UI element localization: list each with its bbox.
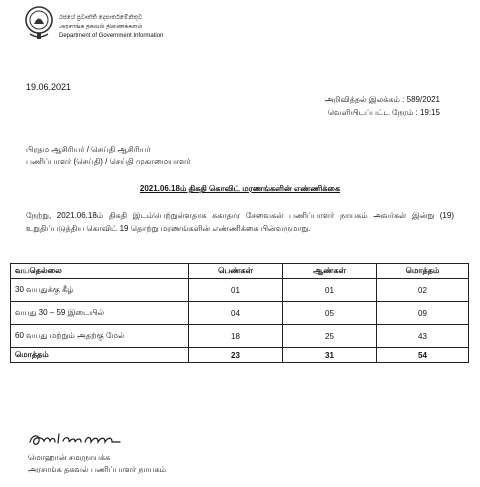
- total-label-cell: மொத்தம்: [11, 348, 189, 363]
- column-header-total: மொத்தம்: [377, 264, 469, 279]
- document-title: 2021.06.18ம் திகதி கொவிட் மரணங்களின் எண்ணிக்கை: [139, 184, 341, 193]
- addressee-line-2: பணிப்பாளர் (செய்தி) / செய்தி முகாமையாளர்: [26, 157, 191, 166]
- table-row: [11, 302, 469, 325]
- total-count-cell: 02: [377, 279, 469, 302]
- total-count-cell: 43: [377, 325, 469, 348]
- female-count-cell: 04: [189, 302, 283, 325]
- handwritten-signature: [28, 430, 126, 450]
- male-total-cell: 31: [283, 348, 377, 363]
- column-header-age-range: வயதெல்லை: [11, 264, 189, 279]
- release-date: 19.06.2021: [26, 82, 72, 92]
- total-count-cell: 09: [377, 302, 469, 325]
- release-time: வெளியிடப்பட்ட நேரம் : 19:15: [327, 108, 440, 117]
- government-emblem-icon: [24, 4, 54, 42]
- release-number: அறிவித்தல் இலக்கம் : 589/2021: [324, 95, 440, 104]
- age-range-cell: 60 வயது மற்றும் அதற்கு மேல்: [11, 325, 189, 348]
- table-total-row: [11, 348, 469, 363]
- deaths-table: [10, 263, 469, 363]
- addressee-line-1: பிரதம ஆசிரியர் / செய்தி ஆசிரியர்: [26, 145, 151, 154]
- male-count-cell: 05: [283, 302, 377, 325]
- age-range-cell: 30 வயதுக்கு கீழ்: [11, 279, 189, 302]
- department-name-tamil: அரசாங்க தகவல் திணைக்களம்: [59, 24, 143, 30]
- table-row: [11, 279, 469, 302]
- table-header-row: [11, 264, 469, 279]
- female-total-cell: 23: [189, 348, 283, 363]
- signatory-title: அரசாங்க தகவல் பணிப்பாளர் நாயகம்: [28, 465, 167, 474]
- body-paragraph: நேற்று, 2021.06.18ம் திகதி இடம்பெற்றுள்ளதாக சுகாதார சேவைகள் பணிப்பாளர் நாயகம் அவர்கள் இன்று (19) உறுதிப்படுத்திய கொவிட் 19 தொற்று மரணங்களின் எண்ணிக்கை பின்வருமாறு.: [26, 211, 454, 233]
- grand-total-cell: 54: [377, 348, 469, 363]
- male-count-cell: 01: [283, 279, 377, 302]
- department-name-english: Department of Government Information: [59, 33, 164, 39]
- department-name-sinhala: රජයේ ප්‍රවෘත්ති දෙපාර්තමේන්තුව: [59, 15, 143, 21]
- male-count-cell: 25: [283, 325, 377, 348]
- female-count-cell: 18: [189, 325, 283, 348]
- column-header-male: ஆண்கள்: [283, 264, 377, 279]
- table-row: [11, 325, 469, 348]
- female-count-cell: 01: [189, 279, 283, 302]
- column-header-female: பெண்கள்: [189, 264, 283, 279]
- age-range-cell: வயது 30 – 59 இடையில்: [11, 302, 189, 325]
- signatory-name: மொஹான் சமரநாயக்க: [28, 453, 111, 462]
